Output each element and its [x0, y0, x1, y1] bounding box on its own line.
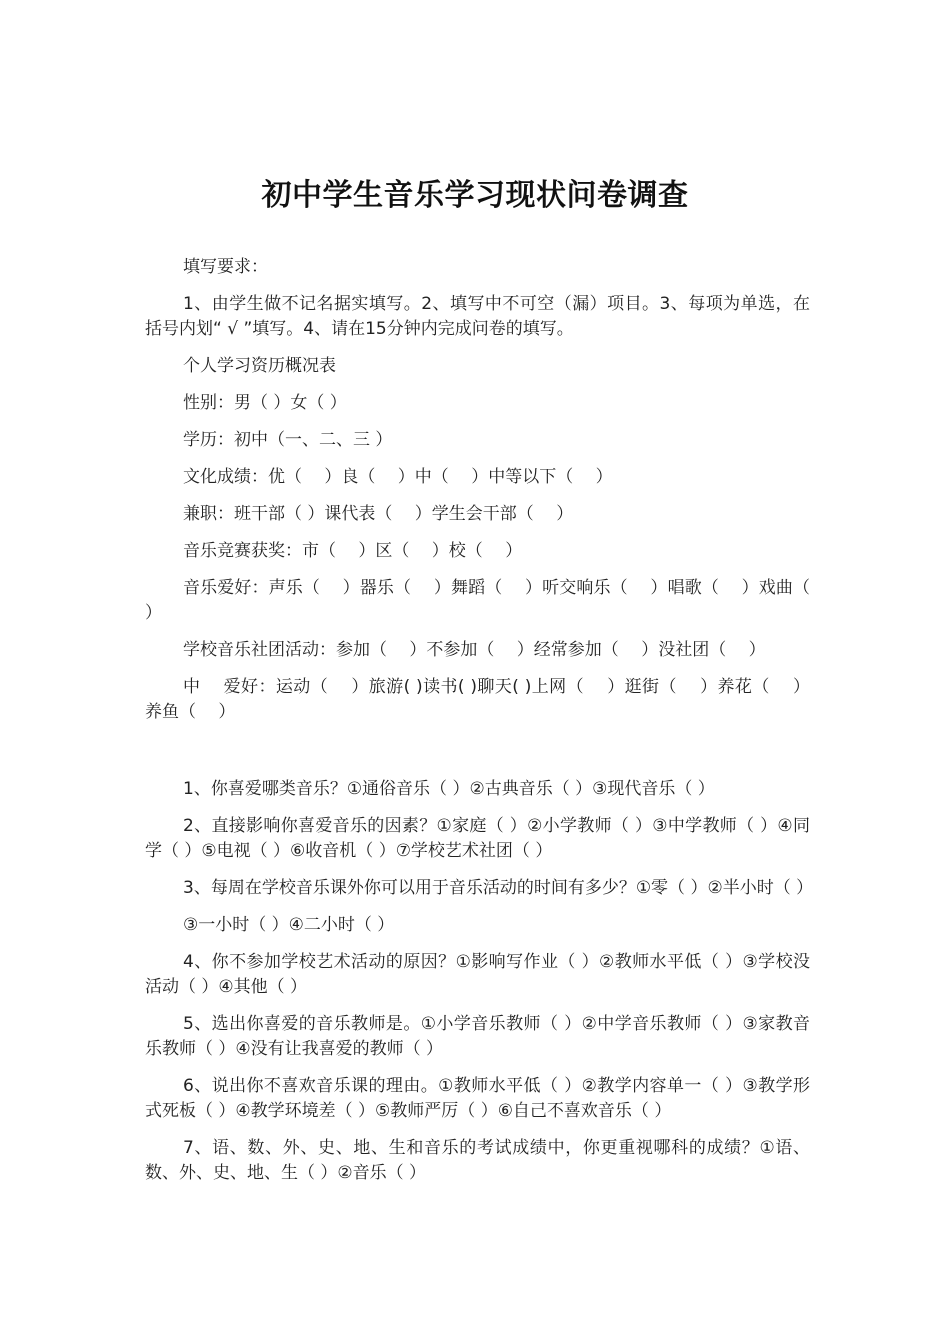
- question-item: 2、直接影响你喜爱音乐的因素？①家庭（ ）②小学教师（ ）③中学教师（ ）④同学（ ）⑤电视（ ）⑥收音机（ ）⑦学校艺术社团（ ）: [145, 816, 810, 861]
- question-item: 4、你不参加学校艺术活动的原因？①影响写作业（ ）②教师水平低（ ）③学校没活动（ ）④其他（ ）: [145, 952, 810, 997]
- question-item: 1、你喜爱哪类音乐？①通俗音乐（ ）②古典音乐（ ）③现代音乐（ ）: [183, 779, 715, 799]
- profile-grades: 文化成绩：优（ ）良（ ）中（ ）中等以下（ ）: [183, 467, 613, 487]
- profile-roles: 兼职：班干部（ ）课代表（ ）学生会干部（ ）: [183, 504, 574, 524]
- profile-education: 学历：初中（一、二、三 ）: [183, 430, 393, 450]
- section-spacer: [145, 737, 810, 777]
- profile-hobbies: 中 爱好：运动（ ）旅游( )读书( )聊天( )上网（ ）逛街（ ）养花（ ）养鱼（ ）: [145, 677, 810, 722]
- question-item: 5、选出你喜爱的音乐教师是。①小学音乐教师（ ）②中学音乐教师（ ）③家教音乐教师（ ）④没有让我喜爱的教师（ ）: [145, 1014, 810, 1059]
- question-item: 7、语、数、外、史、地、生和音乐的考试成绩中，你更重视哪科的成绩？①语、数、外、史、地、生（ ）②音乐（ ）: [145, 1138, 810, 1183]
- profile-club: 学校音乐社团活动：参加（ ）不参加（ ）经常参加（ ）没社团（ ）: [183, 640, 766, 660]
- profile-gender: 性别：男（ ）女（ ）: [183, 393, 347, 413]
- profile-awards: 音乐竞赛获奖：市（ ）区（ ）校（ ）: [183, 541, 523, 561]
- profile-music-hobbies: 音乐爱好：声乐（ ）器乐（ ）舞蹈（ ）听交响乐（ ）唱歌（ ）戏曲（ ）: [145, 578, 810, 623]
- question-item: ③一小时（ ）④二小时（ ）: [183, 915, 395, 935]
- question-item: 6、说出你不喜欢音乐课的理由。①教师水平低（ ）②教学内容单一（ ）③教学形式死板（ ）④教学环境差（ ）⑤教师严厉（ ）⑥自己不喜欢音乐（ ）: [145, 1076, 810, 1121]
- profile-heading: 个人学习资历概况表: [183, 356, 336, 376]
- instructions-heading: 填写要求：: [183, 257, 268, 277]
- instructions-text: 1、由学生做不记名据实填写。2、填写中不可空（漏）项目。3、每项为单选，在括号内划“ √ ”填写。4、请在15分钟内完成问卷的填写。: [145, 294, 810, 339]
- document-body: [145, 255, 814, 1198]
- document-title: 初中学生音乐学习现状问卷调查: [261, 178, 689, 213]
- question-item: 3、每周在学校音乐课外你可以用于音乐活动的时间有多少？①零（ ）②半小时（ ）: [183, 878, 814, 898]
